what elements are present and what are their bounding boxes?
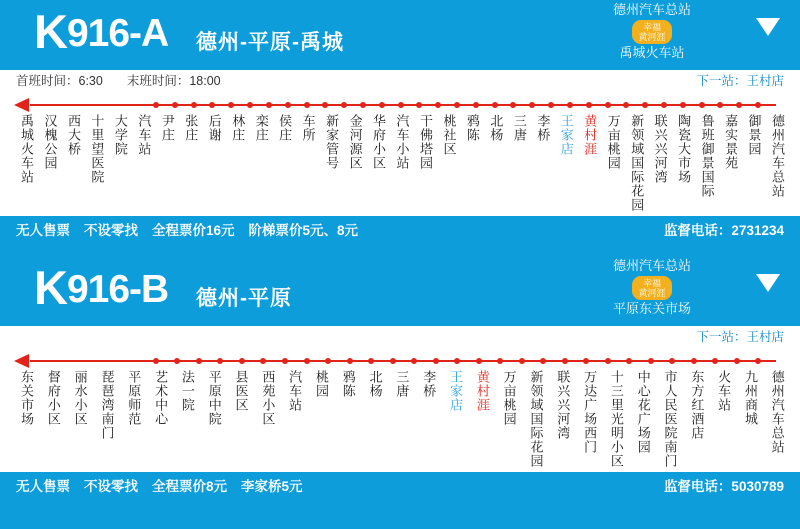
station-item[interactable]: 十三里光明小区: [607, 370, 623, 468]
station-item[interactable]: 禹城火车站: [18, 114, 33, 184]
route-panel-b: [0, 256, 800, 502]
station-item[interactable]: 北杨: [487, 114, 503, 142]
station-dot: [626, 358, 632, 364]
terminal-bottom-b: 平原东关市场: [612, 301, 691, 316]
station-item[interactable]: 三唐: [393, 370, 409, 398]
station-dot: [347, 358, 353, 364]
terminal-badge-line1-b: 幸福: [642, 278, 661, 288]
station-item[interactable]: 联兴兴河湾: [554, 370, 570, 440]
station-item[interactable]: 法一院: [178, 370, 194, 412]
station-dot: [691, 358, 697, 364]
footer-a-label2: 不设零找: [84, 223, 138, 238]
station-item[interactable]: 北杨: [366, 370, 382, 398]
direction-arrow-icon-a: [756, 18, 780, 36]
station-item[interactable]: 桃园: [312, 370, 328, 398]
station-dot: [642, 102, 648, 108]
station-item[interactable]: 汽车站: [135, 114, 151, 156]
station-dot: [648, 358, 654, 364]
station-dot: [304, 102, 310, 108]
footer-a-label3: 全程票价16元: [152, 223, 235, 238]
terminal-info-b: [562, 258, 742, 317]
station-item[interactable]: 琵琶湾南门: [98, 370, 114, 440]
station-dot: [583, 358, 589, 364]
station-item[interactable]: 新家管号: [323, 114, 339, 170]
route-panel-a: [0, 0, 800, 246]
station-item[interactable]: 汽车站: [286, 370, 302, 412]
terminal-badge-line2-b: 黄河涯: [638, 288, 666, 298]
station-item[interactable]: 车所: [299, 114, 315, 142]
station-item[interactable]: 联兴兴河湾: [651, 114, 667, 184]
route-direction-arrow-icon-a: [14, 98, 29, 112]
route-number-b: 916: [66, 268, 130, 311]
station-item[interactable]: 东关市场: [18, 370, 33, 426]
route-prefix-a: K: [34, 5, 67, 58]
footer-b-label3: 全程票价8元: [152, 479, 228, 494]
station-dot: [153, 102, 159, 108]
station-item[interactable]: 火车站: [715, 370, 731, 412]
station-dot: [548, 102, 554, 108]
station-dot: [755, 358, 761, 364]
station-dot: [239, 358, 245, 364]
route-code-b: [34, 262, 168, 314]
route-direction-arrow-icon-b: [14, 354, 29, 368]
station-dot: [217, 358, 223, 364]
station-item[interactable]: 汽车小站: [393, 114, 409, 170]
station-dot: [360, 102, 366, 108]
station-dot: [260, 358, 266, 364]
station-item[interactable]: 华府小区: [370, 114, 386, 170]
route-suffix-a: -A: [129, 12, 169, 55]
station-item[interactable]: 尹庄: [158, 114, 174, 142]
station-item[interactable]: 西苑小区: [259, 370, 275, 426]
station-dot: [623, 102, 629, 108]
panel-divider: [0, 246, 800, 256]
supervision-phone-b: 监督电话：5030789: [663, 479, 784, 494]
station-list-a: [0, 114, 800, 216]
station-dot: [379, 102, 385, 108]
station-dot: [433, 358, 439, 364]
station-dot: [209, 102, 215, 108]
route-name-a: 德州-平原-禹城: [196, 31, 344, 54]
station-dot: [174, 358, 180, 364]
station-dot: [540, 358, 546, 364]
terminal-top-b: 德州汽车总站: [612, 258, 691, 273]
station-item[interactable]: 林庄: [229, 114, 245, 142]
station-dot: [341, 102, 347, 108]
station-item[interactable]: 万亩桃园: [604, 114, 620, 170]
terminal-badge-b: [632, 276, 671, 300]
panel-a-header: [0, 0, 800, 70]
station-dot: [562, 358, 568, 364]
station-dot: [717, 102, 723, 108]
panel-a-infobar: [0, 70, 800, 92]
station-dot: [196, 358, 202, 364]
station-item[interactable]: 督府小区: [44, 370, 60, 426]
station-dot: [454, 102, 460, 108]
station-dot: [304, 358, 310, 364]
station-item[interactable]: 鲁班御景国际: [698, 114, 714, 198]
station-dot: [755, 102, 761, 108]
station-item[interactable]: 后谢: [205, 114, 221, 142]
station-dot: [669, 358, 675, 364]
footer-b-label2: 不设零找: [84, 479, 138, 494]
route-line-a: [14, 96, 786, 114]
supervision-phone-a: 监督电话：2731234: [663, 223, 784, 238]
terminal-top-a: 德州汽车总站: [612, 2, 691, 17]
station-item[interactable]: 平原中院: [205, 370, 221, 426]
station-item[interactable]: 栾庄: [252, 114, 268, 142]
station-item[interactable]: 丽水小区: [71, 370, 87, 426]
station-dot: [172, 102, 178, 108]
station-dot: [476, 358, 482, 364]
station-item[interactable]: 御景园: [745, 114, 761, 156]
panel-b-footer: [0, 472, 800, 502]
station-item[interactable]: 万达广场西门: [581, 370, 597, 454]
station-item[interactable]: 艺术中心: [152, 370, 168, 426]
station-dot: [712, 358, 718, 364]
panel-b-infobar: [0, 326, 800, 348]
station-item[interactable]: 桃社区: [440, 114, 456, 156]
station-dot: [567, 102, 573, 108]
footer-b-label1: 无人售票: [16, 479, 70, 494]
direction-arrow-icon-b: [756, 274, 780, 292]
station-item[interactable]: 三唐: [510, 114, 526, 142]
station-item[interactable]: 市人民医院南门: [661, 370, 677, 468]
station-item[interactable]: 德州汽车总站: [769, 114, 784, 198]
station-dot: [680, 102, 686, 108]
route-name-b: 德州-平原: [196, 287, 292, 310]
station-item[interactable]: 张庄: [182, 114, 198, 142]
next-stop-a: 下一站：王村店: [696, 74, 784, 88]
station-dot: [285, 102, 291, 108]
station-dot: [519, 358, 525, 364]
station-dot: [266, 102, 272, 108]
station-dot: [398, 102, 404, 108]
station-item[interactable]: 大学院: [111, 114, 127, 156]
station-item[interactable]: 鸦陈: [463, 114, 479, 142]
terminal-badge-line2-a: 黄河涯: [638, 32, 666, 42]
station-item[interactable]: 王家店: [557, 114, 573, 156]
station-dot: [529, 102, 535, 108]
station-dot: [699, 102, 705, 108]
panel-a-footer: [0, 216, 800, 246]
station-item[interactable]: 西大桥: [64, 114, 80, 156]
station-dot: [325, 358, 331, 364]
station-dot: [586, 102, 592, 108]
station-dot: [473, 102, 479, 108]
panel-b-header: [0, 256, 800, 326]
station-dot: [736, 102, 742, 108]
footer-b-label4: 李家桥5元: [241, 479, 303, 494]
station-item[interactable]: 德州汽车总站: [768, 370, 784, 454]
terminal-bottom-a: 禹城火车站: [619, 45, 685, 60]
station-dot: [191, 102, 197, 108]
terminal-badge-a: [632, 20, 671, 44]
station-dot: [368, 358, 374, 364]
station-dot: [282, 358, 288, 364]
station-dot: [435, 102, 441, 108]
station-item[interactable]: 嘉实景苑: [722, 114, 738, 170]
panel-a-stations-strip: [0, 92, 800, 216]
station-dot: [454, 358, 460, 364]
station-item[interactable]: 李桥: [534, 114, 550, 142]
panel-b-stations-strip: [0, 348, 800, 472]
route-prefix-b: K: [34, 261, 67, 314]
station-dot: [734, 358, 740, 364]
station-dot: [497, 358, 503, 364]
station-item[interactable]: 东方红酒店: [688, 370, 704, 440]
station-item[interactable]: 万亩桃园: [500, 370, 516, 426]
route-code-a: [34, 6, 168, 58]
last-bus-time-a: 末班时间：18:00: [126, 74, 221, 88]
station-dot: [605, 102, 611, 108]
station-dot: [492, 102, 498, 108]
station-item[interactable]: 中心花广场园: [634, 370, 650, 454]
station-item[interactable]: 平原师范: [125, 370, 141, 426]
station-dot: [228, 102, 234, 108]
station-dot: [510, 102, 516, 108]
station-item[interactable]: 十里望医院: [88, 114, 104, 184]
route-line-b: [14, 352, 786, 370]
station-item[interactable]: 金河源区: [346, 114, 362, 170]
station-item[interactable]: 侯庄: [276, 114, 292, 142]
footer-a-label1: 无人售票: [16, 223, 70, 238]
station-item[interactable]: 县医区: [232, 370, 248, 412]
station-item[interactable]: 李桥: [420, 370, 436, 398]
station-item[interactable]: 九州商城: [741, 370, 757, 426]
station-item[interactable]: 汉槐公园: [41, 114, 57, 170]
station-item[interactable]: 黄村涯: [473, 370, 489, 412]
station-dot: [247, 102, 253, 108]
terminal-info-a: [562, 2, 742, 61]
footer-a-label4: 阶梯票价5元、8元: [248, 223, 359, 238]
route-line-bar-b: [30, 360, 776, 362]
station-dot: [411, 358, 417, 364]
station-dot: [153, 358, 159, 364]
station-dot: [605, 358, 611, 364]
station-dot: [416, 102, 422, 108]
station-item[interactable]: 新领域国际花园: [527, 370, 543, 468]
station-dot: [661, 102, 667, 108]
station-item[interactable]: 鸦陈: [339, 370, 355, 398]
station-item[interactable]: 干佛塔园: [416, 114, 432, 170]
station-item[interactable]: 王家店: [447, 370, 462, 412]
station-list-b: [0, 370, 800, 472]
route-suffix-b: -B: [129, 268, 169, 311]
station-item[interactable]: 黄村涯: [581, 114, 597, 156]
first-bus-time-a: 首班时间：6:30: [16, 74, 103, 88]
station-dot: [390, 358, 396, 364]
station-item[interactable]: 新领域国际花园: [628, 114, 644, 212]
next-stop-b: 下一站：王村店: [696, 330, 784, 344]
route-number-a: 916: [66, 12, 130, 55]
station-dot: [322, 102, 328, 108]
station-item[interactable]: 陶瓷大市场: [675, 114, 691, 184]
terminal-badge-line1-a: 幸福: [642, 22, 661, 32]
